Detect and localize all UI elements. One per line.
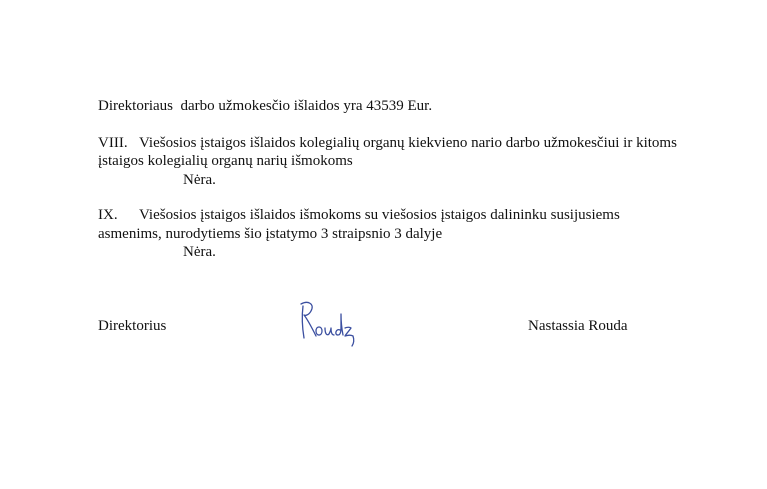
section-ix-number: IX. bbox=[98, 207, 118, 223]
section-ix-line-2: asmenims, nurodytiems šio įstatymo 3 straipsnio 3 dalyje bbox=[98, 226, 443, 242]
section-viii-line-1 bbox=[98, 134, 677, 152]
signatory-name: Nastassia Rouda bbox=[528, 318, 628, 334]
section-ix-text-1: Viešosios įstaigos išlaidos išmokoms su viešosios įstaigos dalininku susijusiems bbox=[139, 207, 620, 223]
section-ix-value: Nėra. bbox=[183, 244, 216, 260]
section-viii-text-1: Viešosios įstaigos išlaidos kolegialių organų kiekvieno nario darbo užmokesčiui ir kitoms bbox=[139, 135, 677, 151]
section-ix-line-1 bbox=[98, 206, 620, 224]
director-salary-line: Direktoriaus darbo užmokesčio išlaidos yra 43539 Eur. bbox=[98, 98, 433, 114]
section-viii-number: VIII. bbox=[98, 135, 128, 151]
signatory-title: Direktorius bbox=[98, 318, 167, 334]
section-viii-line-2: įstaigos kolegialių organų narių išmokoms bbox=[98, 153, 353, 169]
section-viii-value: Nėra. bbox=[183, 172, 216, 188]
handwritten-signature bbox=[296, 298, 362, 350]
